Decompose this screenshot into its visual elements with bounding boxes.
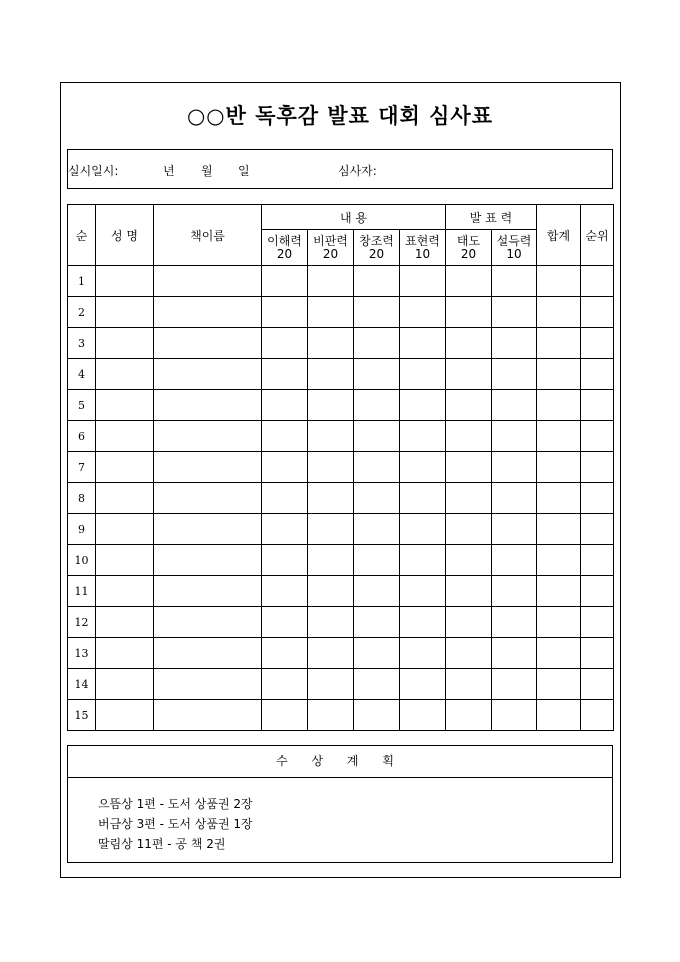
score-cell[interactable]: [581, 607, 614, 638]
score-cell[interactable]: [96, 328, 154, 359]
score-cell[interactable]: [537, 514, 581, 545]
score-cell[interactable]: [537, 297, 581, 328]
score-cell[interactable]: [96, 421, 154, 452]
score-cell[interactable]: [400, 700, 446, 731]
row-number: 6: [68, 421, 96, 452]
score-cell[interactable]: [446, 607, 492, 638]
score-cell[interactable]: [581, 359, 614, 390]
score-cell[interactable]: [492, 266, 537, 297]
score-cell[interactable]: [262, 452, 308, 483]
score-cell[interactable]: [262, 669, 308, 700]
score-cell[interactable]: [537, 638, 581, 669]
score-cell[interactable]: [262, 421, 308, 452]
score-cell[interactable]: [446, 452, 492, 483]
score-cell[interactable]: [492, 328, 537, 359]
header-criterion: 이해력 20: [262, 230, 308, 266]
score-cell[interactable]: [154, 669, 262, 700]
score-cell[interactable]: [308, 421, 354, 452]
score-cell[interactable]: [154, 390, 262, 421]
score-cell[interactable]: [537, 452, 581, 483]
score-cell[interactable]: [308, 297, 354, 328]
header-name: 성 명: [96, 205, 154, 266]
score-cell[interactable]: [400, 669, 446, 700]
score-cell[interactable]: [354, 483, 400, 514]
score-cell[interactable]: [581, 421, 614, 452]
score-cell[interactable]: [400, 328, 446, 359]
score-cell[interactable]: [154, 483, 262, 514]
score-cell[interactable]: [400, 483, 446, 514]
table-row: [68, 700, 614, 731]
year-label: 년: [163, 164, 175, 178]
score-cell[interactable]: [354, 328, 400, 359]
table-row: [68, 669, 614, 700]
score-cell[interactable]: [354, 266, 400, 297]
award-line: 딸림상 11편 - 공 책 2권: [98, 837, 226, 851]
score-cell[interactable]: [354, 545, 400, 576]
score-cell[interactable]: [96, 700, 154, 731]
score-cell[interactable]: [96, 669, 154, 700]
score-cell[interactable]: [537, 483, 581, 514]
award-line: 버금상 3편 - 도서 상품권 1장: [98, 817, 253, 831]
score-cell[interactable]: [537, 359, 581, 390]
row-number: 11: [68, 576, 96, 607]
award-heading: 수 상 계 획: [68, 746, 612, 778]
score-cell[interactable]: [262, 545, 308, 576]
score-cell[interactable]: [154, 266, 262, 297]
day-label: 일: [238, 164, 250, 178]
score-cell[interactable]: [492, 545, 537, 576]
score-cell[interactable]: [262, 483, 308, 514]
score-cell[interactable]: [492, 390, 537, 421]
table-row: [68, 359, 614, 390]
score-cell[interactable]: [96, 390, 154, 421]
score-cell[interactable]: [492, 421, 537, 452]
score-cell[interactable]: [400, 607, 446, 638]
score-cell[interactable]: [154, 545, 262, 576]
award-plan-box: [67, 745, 613, 863]
score-cell[interactable]: [308, 452, 354, 483]
page-title: ○○반 독후감 발표 대회 심사표: [186, 103, 494, 128]
score-cell[interactable]: [154, 328, 262, 359]
score-cell[interactable]: [96, 638, 154, 669]
table-row: [68, 297, 614, 328]
table-row: [68, 266, 614, 297]
row-number: 15: [68, 700, 96, 731]
score-cell[interactable]: [354, 359, 400, 390]
score-cell[interactable]: [154, 421, 262, 452]
header-presentation-group: 발 표 력: [446, 205, 537, 230]
score-cell[interactable]: [308, 700, 354, 731]
score-cell[interactable]: [581, 669, 614, 700]
score-cell[interactable]: [400, 297, 446, 328]
score-cell[interactable]: [537, 700, 581, 731]
score-cell[interactable]: [581, 328, 614, 359]
score-cell[interactable]: [308, 266, 354, 297]
score-cell[interactable]: [96, 607, 154, 638]
score-cell[interactable]: [400, 266, 446, 297]
score-cell[interactable]: [446, 390, 492, 421]
score-cell[interactable]: [262, 266, 308, 297]
score-cell[interactable]: [308, 328, 354, 359]
score-cell[interactable]: [154, 700, 262, 731]
score-cell[interactable]: [581, 576, 614, 607]
header-criterion: 표현력 10: [400, 230, 446, 266]
header-no: 순: [68, 205, 96, 266]
table-row: [68, 421, 614, 452]
score-cell[interactable]: [400, 638, 446, 669]
score-cell[interactable]: [96, 576, 154, 607]
row-number: 9: [68, 514, 96, 545]
row-number: 14: [68, 669, 96, 700]
table-row: [68, 576, 614, 607]
judge-label: 심사자:: [338, 164, 377, 178]
table-row: [68, 514, 614, 545]
table-row: [68, 545, 614, 576]
score-cell[interactable]: [308, 638, 354, 669]
score-cell[interactable]: [492, 514, 537, 545]
score-cell[interactable]: [400, 514, 446, 545]
score-cell[interactable]: [492, 359, 537, 390]
header-book: 책이름: [154, 205, 262, 266]
score-cell[interactable]: [308, 483, 354, 514]
score-table: [67, 204, 614, 731]
header-criterion: 비판력 20: [308, 230, 354, 266]
header-total: 합계: [537, 205, 581, 266]
score-cell[interactable]: [446, 266, 492, 297]
score-cell[interactable]: [400, 390, 446, 421]
table-row: [68, 328, 614, 359]
score-cell[interactable]: [96, 359, 154, 390]
table-row: [68, 638, 614, 669]
score-cell[interactable]: [446, 483, 492, 514]
row-number: 12: [68, 607, 96, 638]
score-cell[interactable]: [262, 576, 308, 607]
score-cell[interactable]: [492, 669, 537, 700]
score-cell[interactable]: [446, 669, 492, 700]
row-number: 2: [68, 297, 96, 328]
score-cell[interactable]: [446, 514, 492, 545]
score-cell[interactable]: [354, 669, 400, 700]
score-cell[interactable]: [262, 607, 308, 638]
row-number: 13: [68, 638, 96, 669]
score-cell[interactable]: [581, 638, 614, 669]
award-list: [98, 794, 253, 854]
score-cell[interactable]: [96, 297, 154, 328]
score-cell[interactable]: [96, 545, 154, 576]
score-cell[interactable]: [96, 483, 154, 514]
score-cell[interactable]: [262, 359, 308, 390]
header-criterion: 설득력 10: [492, 230, 537, 266]
score-cell[interactable]: [537, 669, 581, 700]
score-cell[interactable]: [154, 452, 262, 483]
table-row: [68, 452, 614, 483]
score-cell[interactable]: [537, 266, 581, 297]
row-number: 8: [68, 483, 96, 514]
score-cell[interactable]: [96, 266, 154, 297]
score-cell[interactable]: [537, 328, 581, 359]
score-cell[interactable]: [308, 607, 354, 638]
score-cell[interactable]: [354, 638, 400, 669]
month-label: 월: [201, 164, 213, 178]
score-cell[interactable]: [154, 607, 262, 638]
score-cell[interactable]: [354, 452, 400, 483]
date-label: 실시일시:: [68, 164, 119, 178]
score-cell[interactable]: [492, 452, 537, 483]
score-cell[interactable]: [492, 607, 537, 638]
score-cell[interactable]: [446, 421, 492, 452]
score-cell[interactable]: [446, 576, 492, 607]
score-cell[interactable]: [537, 607, 581, 638]
score-cell[interactable]: [154, 297, 262, 328]
score-cell[interactable]: [446, 545, 492, 576]
score-cell[interactable]: [581, 266, 614, 297]
score-cell[interactable]: [154, 514, 262, 545]
score-cell[interactable]: [308, 514, 354, 545]
score-cell[interactable]: [492, 638, 537, 669]
score-cell[interactable]: [537, 545, 581, 576]
score-cell[interactable]: [446, 297, 492, 328]
score-cell[interactable]: [96, 452, 154, 483]
score-cell[interactable]: [581, 452, 614, 483]
score-cell[interactable]: [354, 514, 400, 545]
score-cell[interactable]: [354, 576, 400, 607]
score-cell[interactable]: [354, 390, 400, 421]
score-cell[interactable]: [308, 359, 354, 390]
score-cell[interactable]: [400, 359, 446, 390]
score-cell[interactable]: [308, 390, 354, 421]
row-number: 4: [68, 359, 96, 390]
row-number: 3: [68, 328, 96, 359]
score-cell[interactable]: [262, 328, 308, 359]
row-number: 7: [68, 452, 96, 483]
score-cell[interactable]: [581, 390, 614, 421]
score-cell[interactable]: [446, 328, 492, 359]
award-line: 으뜸상 1편 - 도서 상품권 2장: [98, 797, 253, 811]
header-criterion: 태도 20: [446, 230, 492, 266]
score-cell[interactable]: [354, 607, 400, 638]
score-cell[interactable]: [154, 638, 262, 669]
score-cell[interactable]: [96, 514, 154, 545]
score-cell[interactable]: [400, 576, 446, 607]
score-cell[interactable]: [581, 700, 614, 731]
score-cell[interactable]: [581, 514, 614, 545]
score-cell[interactable]: [354, 700, 400, 731]
score-cell[interactable]: [262, 390, 308, 421]
row-number: 5: [68, 390, 96, 421]
header-criterion: 창조력 20: [354, 230, 400, 266]
header-content-group: 내 용: [262, 205, 446, 230]
score-cell[interactable]: [354, 421, 400, 452]
score-cell[interactable]: [308, 669, 354, 700]
score-cell[interactable]: [537, 576, 581, 607]
score-cell[interactable]: [581, 545, 614, 576]
score-cell[interactable]: [537, 421, 581, 452]
score-cell[interactable]: [262, 638, 308, 669]
row-number: 10: [68, 545, 96, 576]
score-cell[interactable]: [400, 421, 446, 452]
score-cell[interactable]: [492, 297, 537, 328]
score-cell[interactable]: [354, 297, 400, 328]
score-cell[interactable]: [492, 483, 537, 514]
score-cell[interactable]: [537, 390, 581, 421]
score-cell[interactable]: [446, 359, 492, 390]
score-cell[interactable]: [446, 638, 492, 669]
score-cell[interactable]: [154, 359, 262, 390]
score-cell[interactable]: [400, 452, 446, 483]
score-cell[interactable]: [308, 545, 354, 576]
score-cell[interactable]: [581, 483, 614, 514]
header-rank: 순위: [581, 205, 614, 266]
row-number: 1: [68, 266, 96, 297]
table-row: [68, 390, 614, 421]
score-cell[interactable]: [581, 297, 614, 328]
score-cell[interactable]: [308, 576, 354, 607]
score-cell[interactable]: [492, 700, 537, 731]
score-cell[interactable]: [446, 700, 492, 731]
score-cell[interactable]: [400, 545, 446, 576]
table-row: [68, 607, 614, 638]
score-cell[interactable]: [154, 576, 262, 607]
score-cell[interactable]: [262, 297, 308, 328]
table-row: [68, 483, 614, 514]
info-box: [67, 149, 613, 189]
score-cell[interactable]: [492, 576, 537, 607]
score-cell[interactable]: [262, 514, 308, 545]
score-cell[interactable]: [262, 700, 308, 731]
